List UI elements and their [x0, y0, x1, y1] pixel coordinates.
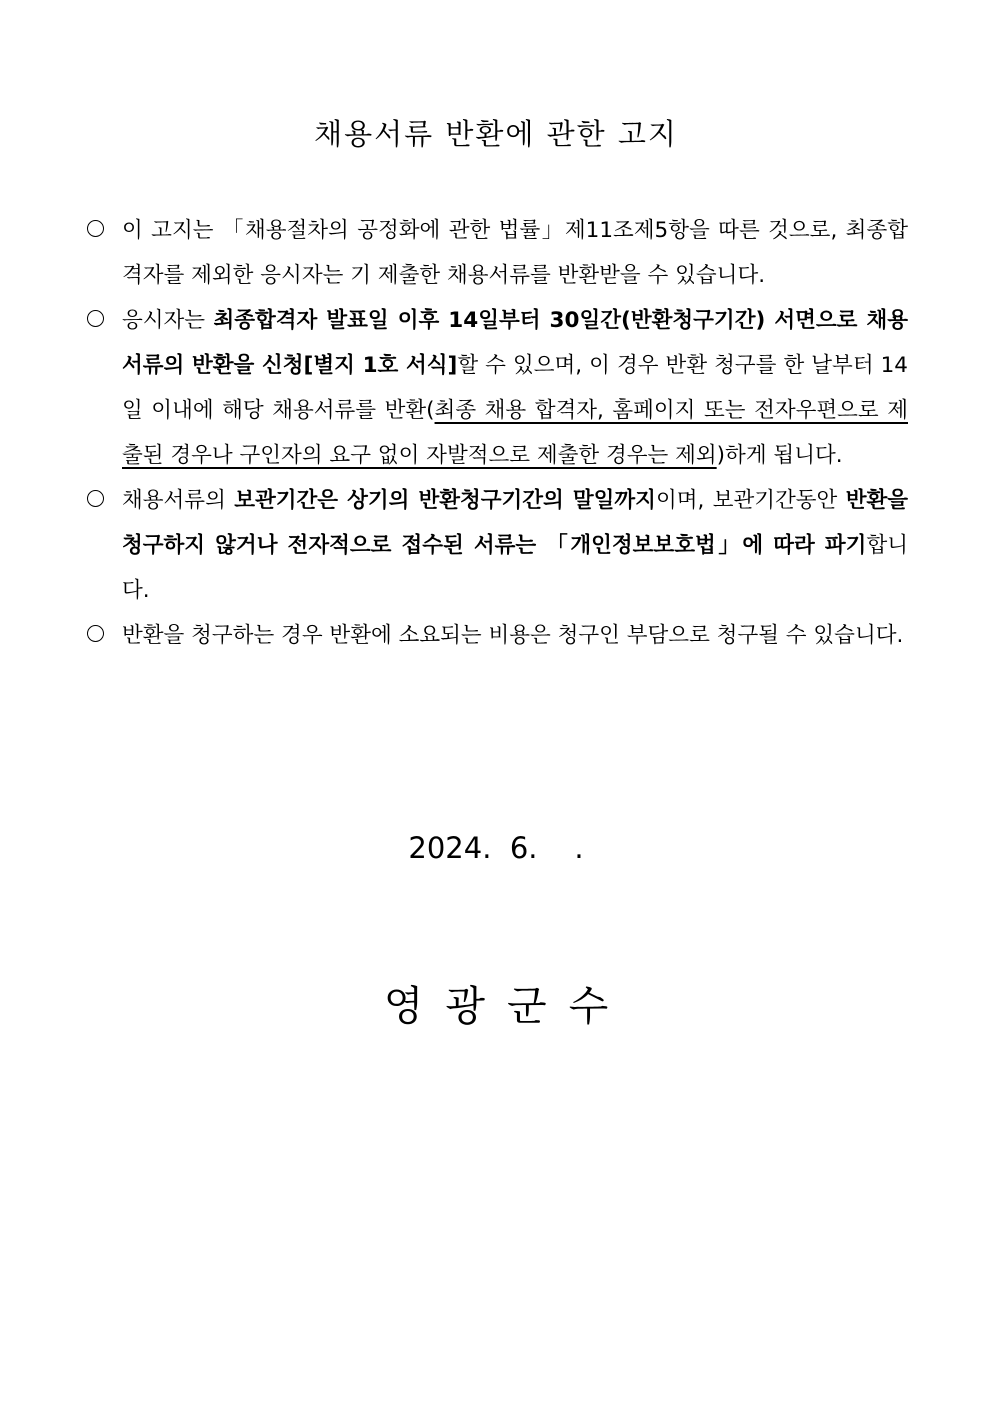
circle-icon: [86, 208, 106, 253]
notice-item-2-text: 응시자는: [122, 308, 214, 333]
notice-item-3: [86, 478, 908, 613]
notice-item-3-emphasis: 보관기간은 상기의 반환청구기간의 말일까지: [234, 488, 656, 513]
document-date: 2024. 6. .: [408, 831, 584, 865]
notice-item-1: [86, 208, 908, 298]
notice-item-3-emphasis-2: 반환을 청구하지 않거나 전자적으로 접수된 서류는 「개인정보보호법」에 따라 파기: [122, 488, 908, 558]
notice-item-3-text: 채용서류의: [122, 488, 235, 513]
notice-item-2-text-cont: 할 수 있으며, 이 경우 반환 청구를 한 날부터 14일 이내에 해당 채용서류를 반환(: [122, 353, 908, 423]
notice-item-3-text-cont: 이며, 보관기간동안: [655, 488, 846, 513]
issuer-signature: 영광군수: [383, 982, 631, 1030]
notice-item-1-text: 이 고지는 「채용절차의 공정화에 관한 법률」제11조제5항을 따른 것으로, 최종합격자를 제외한 응시자는 기 제출한 채용서류를 반환받을 수 있습니다.: [122, 218, 908, 288]
document-title: 채용서류 반환에 관한 고지: [314, 117, 678, 151]
notice-item-4: [86, 613, 908, 658]
notice-item-2-emphasis: 최종합격자 발표일 이후 14일부터 30일간(반환청구기간) 서면으로 채용서류의 반환을 신청[별지 1호 서식]: [122, 308, 908, 378]
notice-item-2: [86, 298, 908, 478]
notice-item-2-exception: 최종 채용 합격자, 홈페이지 또는 전자우편으로 제출된 경우나 구인자의 요구 없이 자발적으로 제출한 경우는 제외: [122, 398, 908, 468]
notice-item-2-text-end: )하게 됩니다.: [716, 443, 843, 468]
circle-icon: [86, 478, 106, 523]
notice-list: [86, 208, 908, 658]
notice-item-3-text-end: 합니다.: [122, 533, 908, 603]
circle-icon: [86, 298, 106, 343]
circle-icon: [86, 613, 106, 658]
notice-item-4-text: 반환을 청구하는 경우 반환에 소요되는 비용은 청구인 부담으로 청구될 수 있습니다.: [122, 623, 904, 648]
